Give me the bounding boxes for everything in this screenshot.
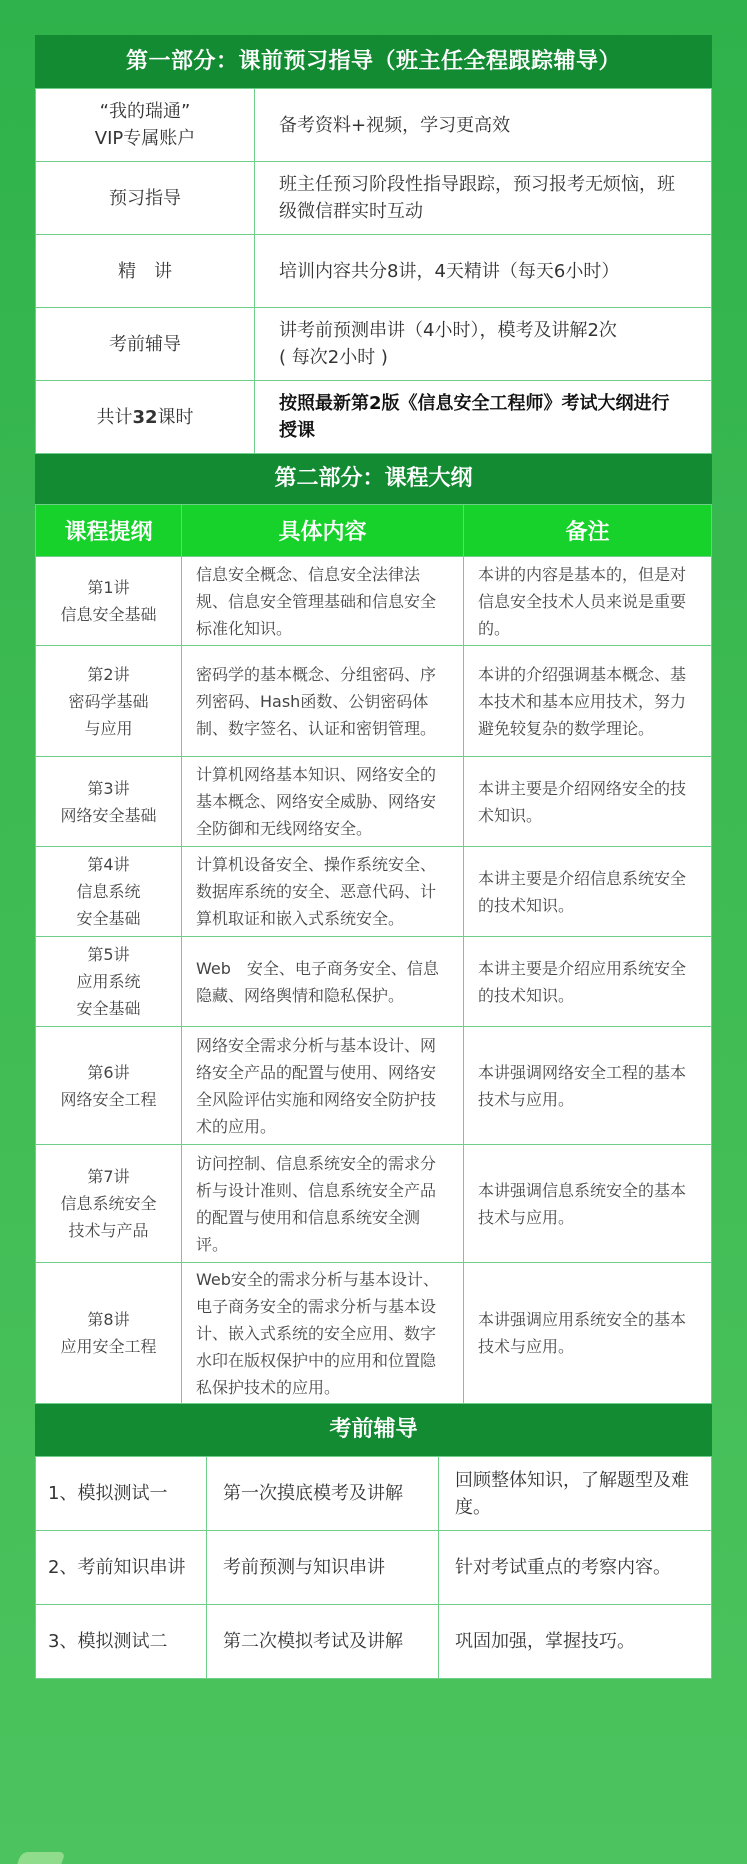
content-cell: 第二次模拟考试及讲解	[207, 1605, 439, 1679]
note-cell: 本讲强调网络安全工程的基本技术与应用。	[464, 1027, 712, 1145]
note-cell: 本讲主要是介绍网络安全的技术知识。	[464, 757, 712, 847]
lecture-number: 第3讲	[87, 778, 130, 798]
content-cell: Web 安全、电子商务安全、信息隐藏、网络舆情和隐私保护。	[182, 937, 464, 1027]
note-cell: 本讲的介绍强调基本概念、基本技术和基本应用技术，努力避免较复杂的数学理论。	[464, 646, 712, 757]
lecture-name: 信息安全基础	[60, 605, 157, 624]
lecture-label: 精 讲	[36, 235, 255, 308]
preview-guide-value: 班主任预习阶段性指导跟踪，预习报考无烦恼，班级微信群实时互动	[255, 162, 712, 235]
table-row	[36, 847, 712, 937]
table-row	[36, 1145, 712, 1263]
part3-title: 考前辅导	[35, 1404, 712, 1456]
course-card	[35, 35, 712, 1679]
column-header: 具体内容	[182, 505, 464, 557]
lecture-cell	[36, 646, 182, 757]
part2-title: 第二部分：课程大纲	[35, 454, 712, 504]
lecture-name: 技术与产品	[68, 1221, 149, 1240]
table-row	[36, 557, 712, 646]
table-row	[36, 1605, 712, 1679]
content-cell: Web安全的需求分析与基本设计、电子商务安全的需求分析与基本设计、嵌入式系统的安全应用、数字水印在版权保护中的应用和位置隐私保护技术的应用。	[182, 1263, 464, 1404]
note-cell: 巩固加强，掌握技巧。	[439, 1605, 712, 1679]
lecture-name: 网络安全基础	[60, 805, 157, 825]
lecture-cell	[36, 1145, 182, 1263]
table-row	[36, 308, 712, 381]
column-header: 备注	[464, 505, 712, 557]
lecture-number: 第4讲	[87, 855, 130, 874]
item-cell: 1、模拟测试一	[36, 1457, 207, 1531]
lecture-name: 安全基础	[76, 999, 141, 1018]
lecture-name: 应用安全工程	[60, 1337, 157, 1356]
table-row	[36, 89, 712, 162]
table-row	[36, 1263, 712, 1404]
note-cell: 本讲主要是介绍应用系统安全的技术知识。	[464, 937, 712, 1027]
label-line: “我的瑞通”	[99, 101, 191, 122]
decorative-tab-shape	[14, 1852, 65, 1864]
part1-table	[35, 88, 712, 454]
table-row	[36, 1457, 712, 1531]
note-cell: 本讲主要是介绍信息系统安全的技术知识。	[464, 847, 712, 937]
table-row	[36, 1027, 712, 1145]
table-row	[36, 381, 712, 454]
column-header: 课程提纲	[36, 505, 182, 557]
content-cell: 网络安全需求分析与基本设计、网络安全产品的配置与使用、网络安全风险评估实施和网络安全防护技术的应用。	[182, 1027, 464, 1145]
item-cell: 3、模拟测试二	[36, 1605, 207, 1679]
content-cell: 计算机网络基本知识、网络安全的基本概念、网络安全威胁、网络安全防御和无线网络安全。	[182, 757, 464, 847]
note-cell: 回顾整体知识，了解题型及难度。	[439, 1457, 712, 1531]
total-hours-label	[36, 381, 255, 454]
lecture-cell	[36, 847, 182, 937]
lecture-name: 网络安全工程	[60, 1089, 157, 1109]
lecture-number: 第2讲	[87, 664, 130, 684]
total-prefix: 共计	[96, 406, 133, 428]
note-cell: 针对考试重点的考察内容。	[439, 1531, 712, 1605]
label-line: VIP专属账户	[94, 128, 196, 149]
lecture-number: 第6讲	[87, 1062, 130, 1082]
lecture-cell	[36, 1263, 182, 1404]
content-cell: 考前预测与知识串讲	[207, 1531, 439, 1605]
table-row	[36, 937, 712, 1027]
content-cell: 计算机设备安全、操作系统安全、数据库系统的安全、恶意代码、计算机取证和嵌入式系统安全。	[182, 847, 464, 937]
table-row	[36, 162, 712, 235]
note-cell: 本讲的内容是基本的，但是对信息安全技术人员来说是重要的。	[464, 557, 712, 646]
lecture-number: 第1讲	[87, 578, 130, 597]
lecture-cell	[36, 757, 182, 847]
content-cell: 信息安全概念、信息安全法律法规、信息安全管理基础和信息安全标准化知识。	[182, 557, 464, 646]
lecture-cell	[36, 1027, 182, 1145]
item-cell: 2、考前知识串讲	[36, 1531, 207, 1605]
lecture-name: 信息系统安全	[60, 1194, 157, 1213]
content-cell: 密码学的基本概念、分组密码、序列密码、Hash函数、公钥密码体制、数字签名、认证和密钥管理。	[182, 646, 464, 757]
content-cell: 第一次摸底模考及讲解	[207, 1457, 439, 1531]
lecture-number: 第7讲	[87, 1167, 130, 1186]
lecture-cell	[36, 557, 182, 646]
lecture-name: 信息系统	[76, 882, 141, 901]
part1-title: 第一部分：课前预习指导（班主任全程跟踪辅导）	[35, 35, 712, 88]
exam-tutoring-value	[255, 308, 712, 381]
exam-prep-table	[35, 1456, 712, 1679]
table-row	[36, 1531, 712, 1605]
vip-account-label	[36, 89, 255, 162]
lecture-value: 培训内容共分8讲，4天精讲（每天6小时）	[255, 235, 712, 308]
total-suffix: 课时	[157, 406, 194, 428]
lecture-cell	[36, 937, 182, 1027]
value-line: 讲考前预测串讲（4小时），模考及讲解2次	[279, 320, 617, 341]
exam-tutoring-label: 考前辅导	[36, 308, 255, 381]
note-cell: 本讲强调信息系统安全的基本技术与应用。	[464, 1145, 712, 1263]
lecture-number: 第5讲	[87, 945, 130, 964]
table-row	[36, 235, 712, 308]
total-number: 32	[132, 406, 158, 428]
value-line: ( 每次2小时 )	[279, 347, 388, 368]
total-hours-value: 按照最新第2版《信息安全工程师》考试大纲进行授课	[255, 381, 712, 454]
table-header-row	[36, 505, 712, 557]
lecture-number: 第8讲	[87, 1310, 130, 1329]
vip-account-value: 备考资料+视频，学习更高效	[255, 89, 712, 162]
lecture-name: 安全基础	[76, 909, 141, 928]
syllabus-table	[35, 504, 712, 1404]
lecture-name: 密码学基础	[68, 691, 149, 711]
content-cell: 访问控制、信息系统安全的需求分析与设计准则、信息系统安全产品的配置与使用和信息系统安全测评。	[182, 1145, 464, 1263]
preview-guide-label: 预习指导	[36, 162, 255, 235]
lecture-name: 应用系统	[76, 972, 141, 991]
table-row	[36, 757, 712, 847]
table-row	[36, 646, 712, 757]
note-cell: 本讲强调应用系统安全的基本技术与应用。	[464, 1263, 712, 1404]
lecture-name: 与应用	[84, 718, 133, 738]
